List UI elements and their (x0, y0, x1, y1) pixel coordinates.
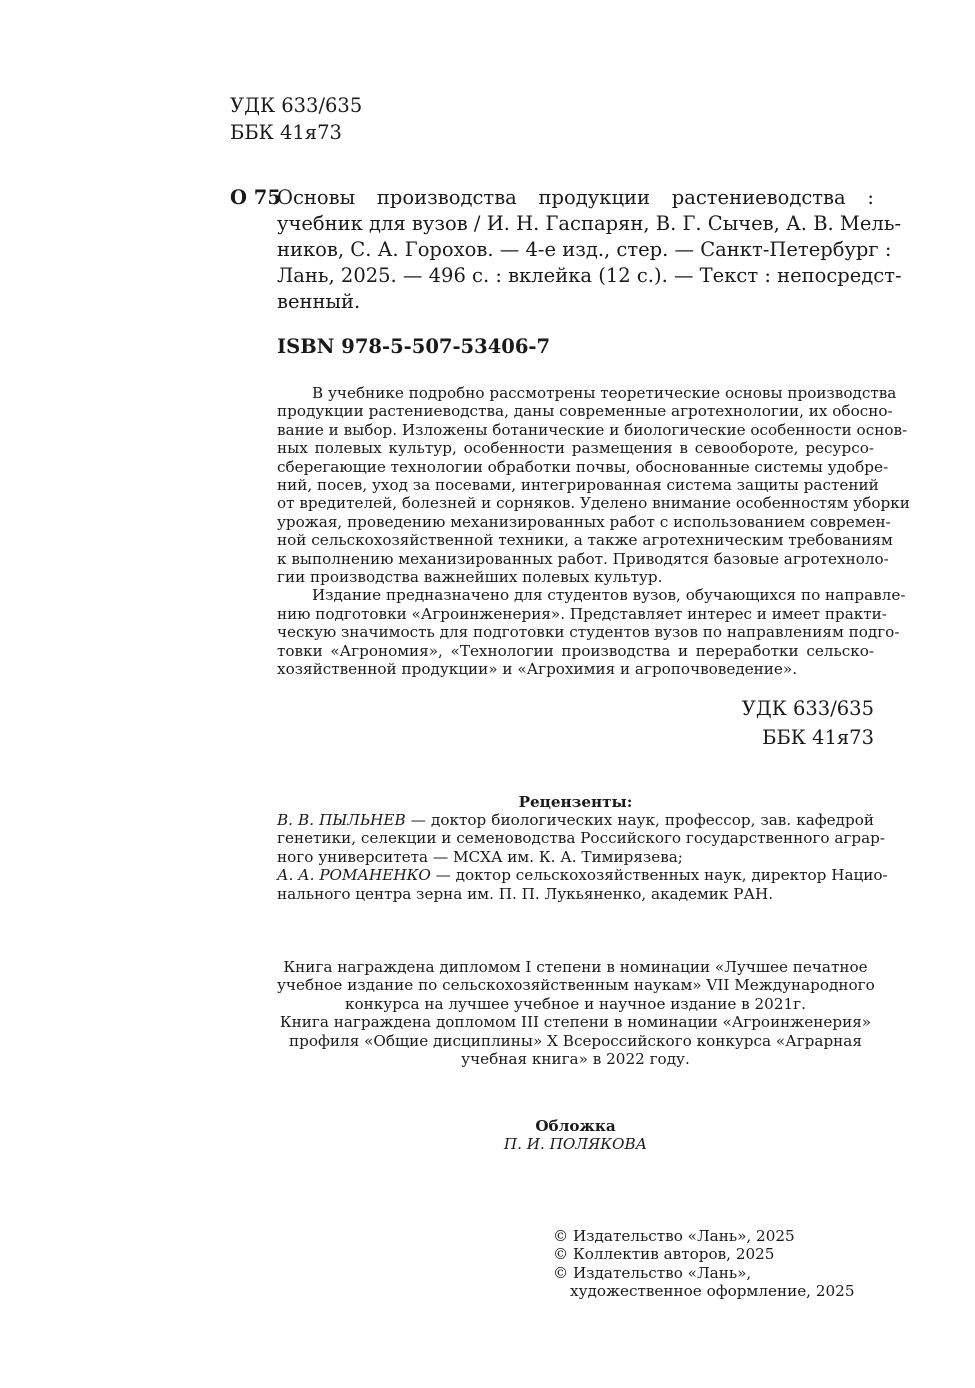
annotation (277, 384, 910, 679)
annotation-line: ных полевых культур, особенности размещения в севообороте, ресурсо- (277, 439, 874, 458)
header-udk: УДК 633/635 (230, 94, 363, 117)
reviewer-1-desc: — доктор биологических наук, профессор, зав. кафедрой (405, 811, 875, 829)
reviewers (277, 811, 888, 903)
index-right-udk: УДК 633/635 (741, 697, 874, 720)
annotation-line: гии производства важнейших полевых культур. (277, 568, 663, 587)
header-bbk: ББК 41я73 (230, 121, 342, 144)
catalog-line: ников, С. А. Горохов. — 4-е изд., стер. — Санкт-Петербург : (277, 238, 892, 261)
catalog-line: Лань, 2025. — 496 с. : вклейка (12 с.). — Текст : непосредст- (277, 264, 902, 287)
catalog-line: венный. (277, 290, 361, 313)
reviewer-2-line: нального центра зерна им. П. П. Лукьяненко, академик РАН. (277, 884, 774, 903)
annotation-line: ной сельскохозяйственной техники, а также агротехническим требованиям (277, 531, 893, 550)
reviewer-2-line (277, 866, 888, 885)
award-line: Книга награждена допломом III степени в номинации «Агроинженерия» (279, 1013, 872, 1032)
annotation-line: урожая, проведению механизированных работ с использованием современ- (277, 512, 891, 531)
copyright-line: © Коллектив авторов, 2025 (553, 1245, 775, 1264)
annotation-line: ний, посев, уход за посевами, интегрированная система защиты растений (277, 476, 879, 495)
isbn: ISBN 978-5-507-53406-7 (277, 335, 551, 358)
reviewer-1-line (277, 811, 874, 829)
index-right-bbk: ББК 41я73 (762, 726, 874, 749)
catalog-code: О 75 (230, 186, 281, 209)
catalog-line: Основы производства продукции растениеводства : (277, 186, 874, 209)
cover-name: П. И. ПОЛЯКОВА (503, 1135, 648, 1154)
reviewer-1-line: ного университета — МСХА им. К. А. Тимирязева; (277, 847, 683, 866)
catalog-entry (277, 185, 902, 315)
award-line: конкурса на лучшее учебное и научное издание в 2021г. (345, 994, 806, 1013)
reviewer-1-line: генетики, селекции и семеноводства Российского государственного аграр- (277, 829, 885, 848)
copyright (553, 1227, 855, 1301)
award-line: профиля «Общие дисциплины» X Всероссийского конкурса «Аграрная (289, 1031, 862, 1050)
copyright-line: © Издательство «Лань», (553, 1263, 752, 1282)
award-line: Книга награждена дипломом I степени в номинации «Лучшее печатное (283, 958, 868, 976)
award-line: учебная книга» в 2022 году. (461, 1050, 690, 1069)
annotation-line: хозяйственной продукции» и «Агрохимия и агропочвоведение». (277, 660, 798, 679)
annotation-line: продукции растениеводства, даны современные агротехнологии, их обосно- (277, 402, 893, 421)
annotation-line: от вредителей, болезней и сорняков. Уделено внимание особенностям уборки (277, 494, 910, 513)
catalog-line: учебник для вузов / И. Н. Гаспарян, В. Г. Сычев, А. В. Мель- (277, 212, 902, 235)
annotation-line: В учебнике подробно рассмотрены теоретические основы производства (312, 384, 897, 402)
cover-credit (277, 1117, 874, 1154)
annotation-line: нию подготовки «Агроинженерия». Представляет интерес и имеет практи- (277, 604, 887, 623)
award-line: учебное издание по сельскохозяйственным наукам» VII Международного (277, 976, 875, 995)
annotation-line: товки «Агрономия», «Технологии производства и переработки сельско- (277, 641, 874, 660)
reviewers-title: Рецензенты: (518, 793, 633, 811)
index-right (600, 696, 874, 751)
annotation-line: Издание предназначено для студентов вузов, обучающихся по направле- (312, 586, 906, 605)
annotation-line: вание и выбор. Изложены ботанические и биологические особенности основ- (277, 420, 908, 439)
reviewer-1-name: В. В. ПЫЛЬНЕВ (277, 811, 406, 829)
reviewer-2-desc: — доктор сельскохозяйственных наук, директор Нацио- (430, 866, 888, 885)
cover-title: Обложка (535, 1117, 616, 1135)
annotation-line: к выполнению механизированных работ. Приводятся базовые агротехноло- (277, 549, 889, 568)
awards (277, 958, 874, 1068)
annotation-line: сберегающие технологии обработки почвы, обоснованные системы удобре- (277, 457, 889, 476)
copyright-line: художественное оформление, 2025 (570, 1282, 855, 1301)
reviewer-2-name: А. А. РОМАНЕНКО (277, 866, 431, 885)
copyright-line: © Издательство «Лань», 2025 (553, 1227, 795, 1245)
annotation-line: ческую значимость для подготовки студентов вузов по направлениям подго- (277, 623, 900, 642)
